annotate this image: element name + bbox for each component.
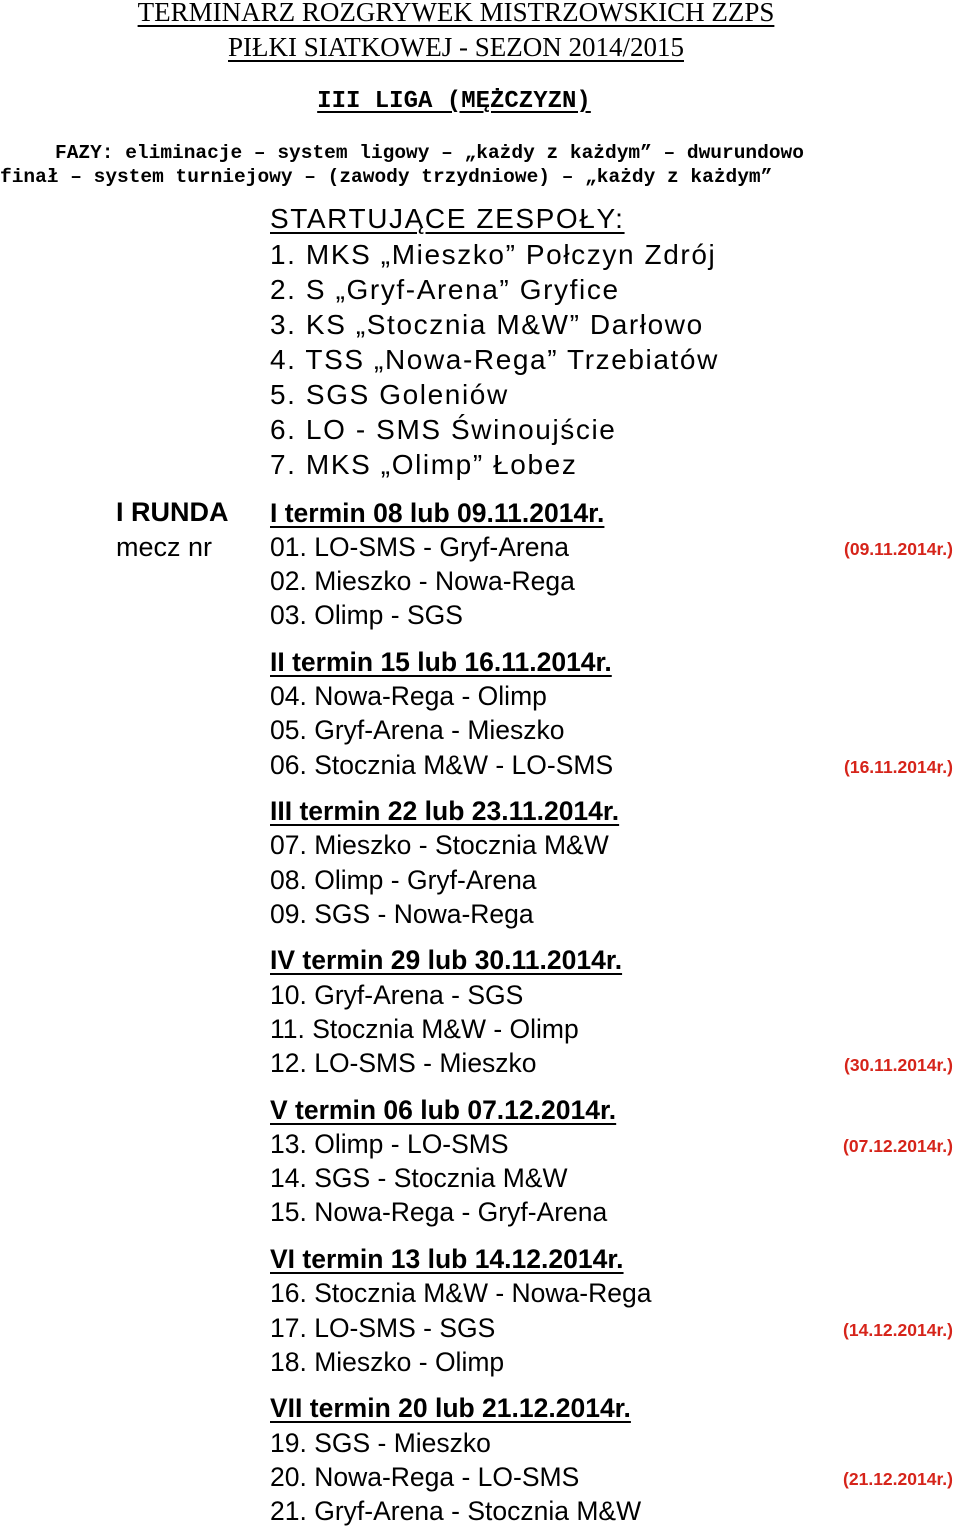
phases-line1: FAZY: eliminacje – system ligowy – „każdy z każdym” – dwurundowo	[55, 142, 804, 164]
phases-line2: finał – system turniejowy – (zawody trzydniowe) – „każdy z każdym”	[0, 166, 773, 188]
match-item: 20. Nowa-Rega - LO-SMS	[270, 1462, 580, 1492]
teams-heading: STARTUJĄCE ZESPOŁY:	[270, 203, 625, 234]
match-item: 01. LO-SMS - Gryf-Arena	[270, 532, 569, 562]
term-title: V termin 06 lub 07.12.2014r.	[270, 1095, 617, 1125]
team-item: 7. MKS „Olimp” Łobez	[270, 449, 578, 480]
term-title: II termin 15 lub 16.11.2014r.	[270, 647, 612, 677]
team-item: 3. KS „Stocznia M&W” Darłowo	[270, 309, 704, 340]
document-title-line2: PIŁKI SIATKOWEJ - SEZON 2014/2015	[228, 32, 684, 62]
team-item: 4. TSS „Nowa-Rega” Trzebiatów	[270, 344, 719, 375]
term-title: IV termin 29 lub 30.11.2014r.	[270, 945, 623, 975]
term-title: VI termin 13 lub 14.12.2014r.	[270, 1244, 624, 1274]
match-item: 21. Gryf-Arena - Stocznia M&W	[270, 1496, 642, 1526]
match-item: 14. SGS - Stocznia M&W	[270, 1163, 568, 1193]
term-title: VII termin 20 lub 21.12.2014r.	[270, 1393, 631, 1423]
match-item: 19. SGS - Mieszko	[270, 1428, 491, 1458]
match-date: (30.11.2014r.)	[844, 1055, 953, 1075]
match-item: 03. Olimp - SGS	[270, 600, 463, 630]
match-item: 13. Olimp - LO-SMS	[270, 1129, 509, 1159]
match-date: (16.11.2014r.)	[844, 757, 953, 777]
league-title: III LIGA (MĘŻCZYZN)	[317, 88, 591, 115]
match-item: 02. Mieszko - Nowa-Rega	[270, 566, 575, 596]
match-item: 10. Gryf-Arena - SGS	[270, 980, 524, 1010]
match-item: 05. Gryf-Arena - Mieszko	[270, 715, 565, 745]
match-date: (21.12.2014r.)	[843, 1469, 953, 1489]
team-item: 1. MKS „Mieszko” Połczyn Zdrój	[270, 239, 717, 270]
match-date: (09.11.2014r.)	[844, 539, 953, 559]
term-title: I termin 08 lub 09.11.2014r.	[270, 498, 605, 528]
match-item: 11. Stocznia M&W - Olimp	[270, 1014, 579, 1044]
team-item: 2. S „Gryf-Arena” Gryfice	[270, 274, 620, 305]
match-item: 09. SGS - Nowa-Rega	[270, 899, 534, 929]
match-item: 15. Nowa-Rega - Gryf-Arena	[270, 1197, 608, 1227]
match-item: 07. Mieszko - Stocznia M&W	[270, 830, 609, 860]
match-item: 12. LO-SMS - Mieszko	[270, 1048, 537, 1078]
term-title: III termin 22 lub 23.11.2014r.	[270, 796, 620, 826]
document-title-line1: TERMINARZ ROZGRYWEK MISTRZOWSKICH ZZPS	[137, 0, 775, 27]
match-number-label: mecz nr	[116, 532, 213, 562]
match-date: (07.12.2014r.)	[843, 1136, 953, 1156]
match-item: 18. Mieszko - Olimp	[270, 1347, 505, 1377]
match-item: 16. Stocznia M&W - Nowa-Rega	[270, 1278, 652, 1308]
team-item: 6. LO - SMS Świnoujście	[270, 414, 617, 445]
match-item: 06. Stocznia M&W - LO-SMS	[270, 750, 614, 780]
match-item: 17. LO-SMS - SGS	[270, 1313, 496, 1343]
round-label: I RUNDA	[116, 497, 229, 527]
match-item: 04. Nowa-Rega - Olimp	[270, 681, 547, 711]
match-item: 08. Olimp - Gryf-Arena	[270, 865, 537, 895]
match-date: (14.12.2014r.)	[843, 1320, 953, 1340]
team-item: 5. SGS Goleniów	[270, 379, 509, 410]
